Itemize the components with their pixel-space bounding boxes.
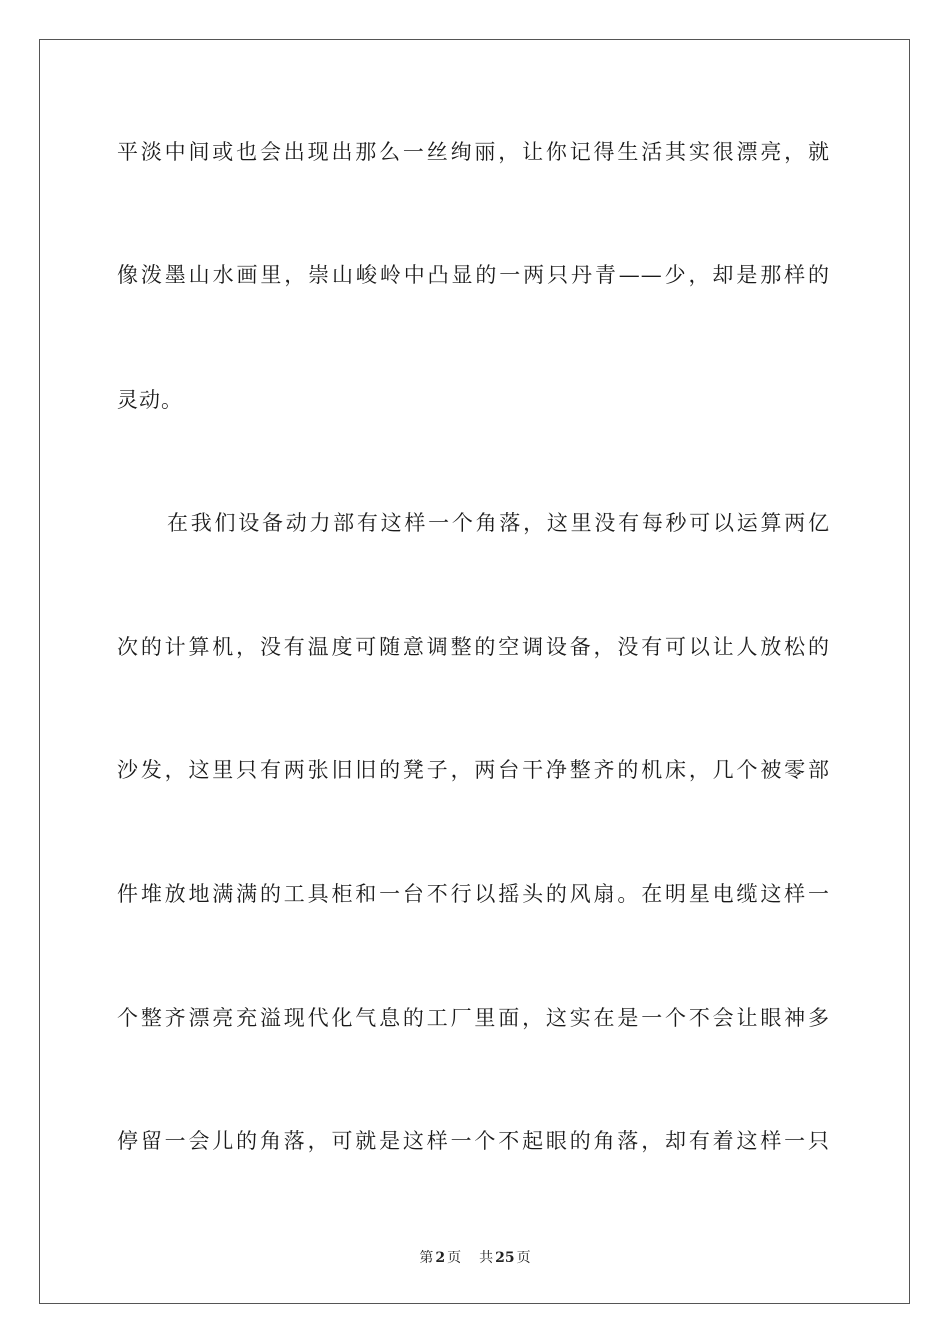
text-line: 灵动。	[117, 388, 183, 412]
page-footer	[0, 1247, 950, 1267]
text-line: 像泼墨山水画里，崇山峻岭中凸显的一两只丹青——少，却是那样的	[117, 263, 830, 287]
text-line: 件堆放地满满的工具柜和一台不行以摇头的风扇。在明星电缆这样一	[117, 882, 830, 906]
page-prefix: 第	[419, 1250, 434, 1266]
page-number: 2	[435, 1250, 446, 1266]
page-border	[39, 39, 910, 1304]
total-prefix: 共	[479, 1250, 494, 1266]
text-line: 在我们设备动力部有这样一个角落，这里没有每秒可以运算两亿	[167, 511, 830, 535]
text-line: 沙发，这里只有两张旧旧的凳子，两台干净整齐的机床，几个被零部	[117, 758, 830, 782]
page-suffix: 页	[447, 1250, 462, 1266]
total-suffix: 页	[516, 1250, 531, 1266]
total-pages: 25	[495, 1250, 515, 1266]
text-line: 次的计算机，没有温度可随意调整的空调设备，没有可以让人放松的	[117, 635, 830, 659]
text-line: 停留一会儿的角落，可就是这样一个不起眼的角落，却有着这样一只	[117, 1129, 830, 1153]
text-line: 个整齐漂亮充溢现代化气息的工厂里面，这实在是一个不会让眼神多	[117, 1006, 830, 1030]
text-line: 平淡中间或也会出现出那么一丝绚丽，让你记得生活其实很漂亮，就	[117, 140, 830, 164]
